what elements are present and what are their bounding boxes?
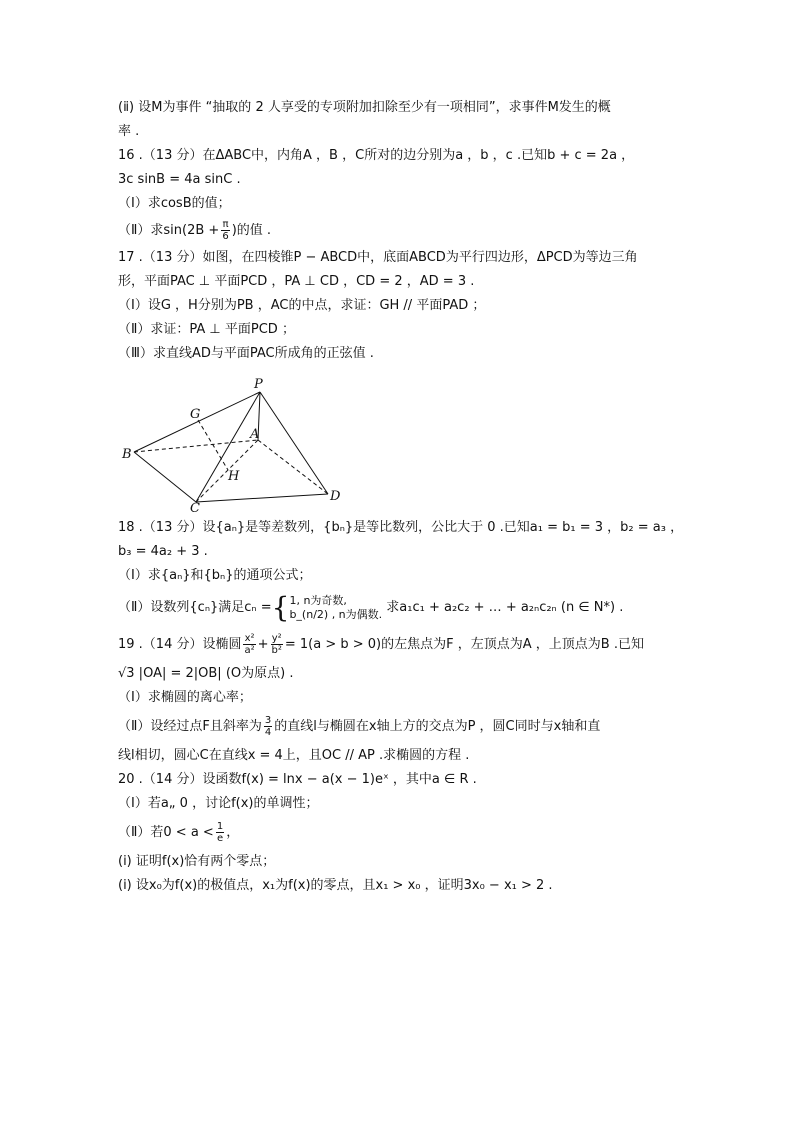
fraction-denominator: a² [244,645,255,656]
q15-part-ii-line-2: 率 . [118,124,140,139]
q15-part-ii-line-1: (ⅱ) 设M为事件 “抽取的 2 人享受的专项附加扣除至少有一项相同”，求事件M发生的概 [118,100,611,115]
q20-part-i: （Ⅰ）若a„ 0 ，讨论f(x)的单调性； [118,796,319,811]
q19-condition: √3 |OA| = 2|OB| (O为原点) . [118,666,294,681]
q19-part-ii-suffix: 的直线l与椭圆在x轴上方的交点为P ，圆C同时与x轴和直 [274,719,601,734]
plus-sign: + [257,637,269,652]
fraction-denominator: b² [271,645,282,656]
q19-heading [118,628,678,662]
edge-AD [258,440,328,494]
q18-part-i: （Ⅰ）求{aₙ}和{bₙ}的通项公式； [118,568,312,583]
left-brace: { [271,590,290,624]
edge-BA [134,440,258,452]
q16-part-ii [118,216,678,246]
edge-PB [134,392,260,452]
segment-GH [198,420,228,470]
q16-part-ii-prefix: （Ⅱ）求sin(2B + [118,223,220,238]
fraction-denominator: e [216,833,224,844]
case-even: b_(n/2) , n为偶数. [289,607,383,621]
label-H: H [228,469,240,484]
q17-heading: 17 .（13 分）如图，在四棱锥P − ABCD中，底面ABCD为平行四边形，ΔPCD为等边三角 [118,250,638,265]
q19-part-i: （Ⅰ）求椭圆的离心率； [118,690,252,705]
fraction-x2-over-a2 [243,633,255,656]
fraction-denominator: 6 [222,231,229,242]
label-D: D [330,489,341,504]
label-A: A [250,427,260,442]
piecewise-cases [289,594,382,622]
fraction-pi-over-6 [221,219,229,242]
q16-heading: 16 .（13 分）在ΔABC中，内角A ，B ，C所对的边分别为a ，b ，c .已知b + c = 2a ， [118,148,635,163]
q17-part-i: （Ⅰ）设G ，H分别为PB ，AC的中点，求证：GH // 平面PAD ； [118,298,486,313]
q20-part-ii [118,816,678,850]
q19-heading-prefix: 19 .（14 分）设椭圆 [118,637,242,652]
q20-part-ii-1: (ⅰ) 证明f(x)恰有两个零点； [118,854,276,869]
q16-part-i: （Ⅰ）求cosB的值； [118,196,231,211]
q18-part-ii [118,588,678,628]
q19-heading-suffix: = 1(a > b > 0)的左焦点为F ，左顶点为A ，上顶点为B .已知 [284,637,644,652]
label-G: G [190,407,201,422]
q18-part-ii-suffix: 求a₁c₁ + a₂c₂ + … + a₂ₙc₂ₙ (n ∈ N*) . [386,600,624,615]
q20-part-ii-2: (ⅰ) 设x₀为f(x)的极值点，x₁为f(x)的零点，且x₁ > x₀ ，证明3x₀ − x₁ > 2 . [118,878,553,893]
fraction-one-over-e [216,821,224,844]
fraction-numerator: y² [271,633,282,644]
edge-CD [196,494,328,502]
q17-part-ii: （Ⅱ）求证：PA ⊥ 平面PCD ； [118,322,295,337]
q18-condition: b₃ = 4a₂ + 3 . [118,544,208,559]
q19-part-ii [118,710,678,744]
pyramid-figure [118,372,348,512]
fraction-y2-over-b2 [271,633,283,656]
fraction-numerator: π [222,219,229,230]
q17-part-iii: （Ⅲ）求直线AD与平面PAC所成角的正弦值 . [118,346,374,361]
label-P: P [254,377,263,392]
q20-part-ii-prefix: （Ⅱ）若0 < a < [118,825,214,840]
fraction-numerator: 3 [264,715,272,726]
q19-part-ii-cont: 线l相切，圆心C在直线x = 4上，且OC // AP .求椭圆的方程 . [118,748,470,763]
q17-heading-cont: 形，平面PAC ⊥ 平面PCD ，PA ⊥ CD ，CD = 2 ，AD = 3 . [118,274,475,289]
q19-part-ii-prefix: （Ⅱ）设经过点F且斜率为 [118,719,262,734]
q18-part-ii-prefix: （Ⅱ）设数列{cₙ}满足cₙ = [118,600,272,615]
edge-BC [134,452,196,502]
fraction-numerator: x² [244,633,255,644]
q16-condition: 3c sinB = 4a sinC . [118,172,241,187]
fraction-three-quarters [264,715,272,738]
edge-PD [260,392,328,494]
label-C: C [190,501,200,512]
label-B: B [122,447,132,462]
fraction-numerator: 1 [216,821,224,832]
q20-heading: 20 .（14 分）设函数f(x) = lnx − a(x − 1)eˣ ，其中a ∈ R . [118,772,477,787]
case-odd: 1, n为奇数, [289,593,347,607]
q20-part-ii-suffix: ， [226,825,240,840]
q18-heading: 18 .（13 分）设{aₙ}是等差数列，{bₙ}是等比数列，公比大于 0 .已知a₁ = b₁ = 3 ，b₂ = a₃ ， [118,520,684,535]
fraction-denominator: 4 [264,727,272,738]
q16-part-ii-suffix: )的值 . [231,223,272,238]
